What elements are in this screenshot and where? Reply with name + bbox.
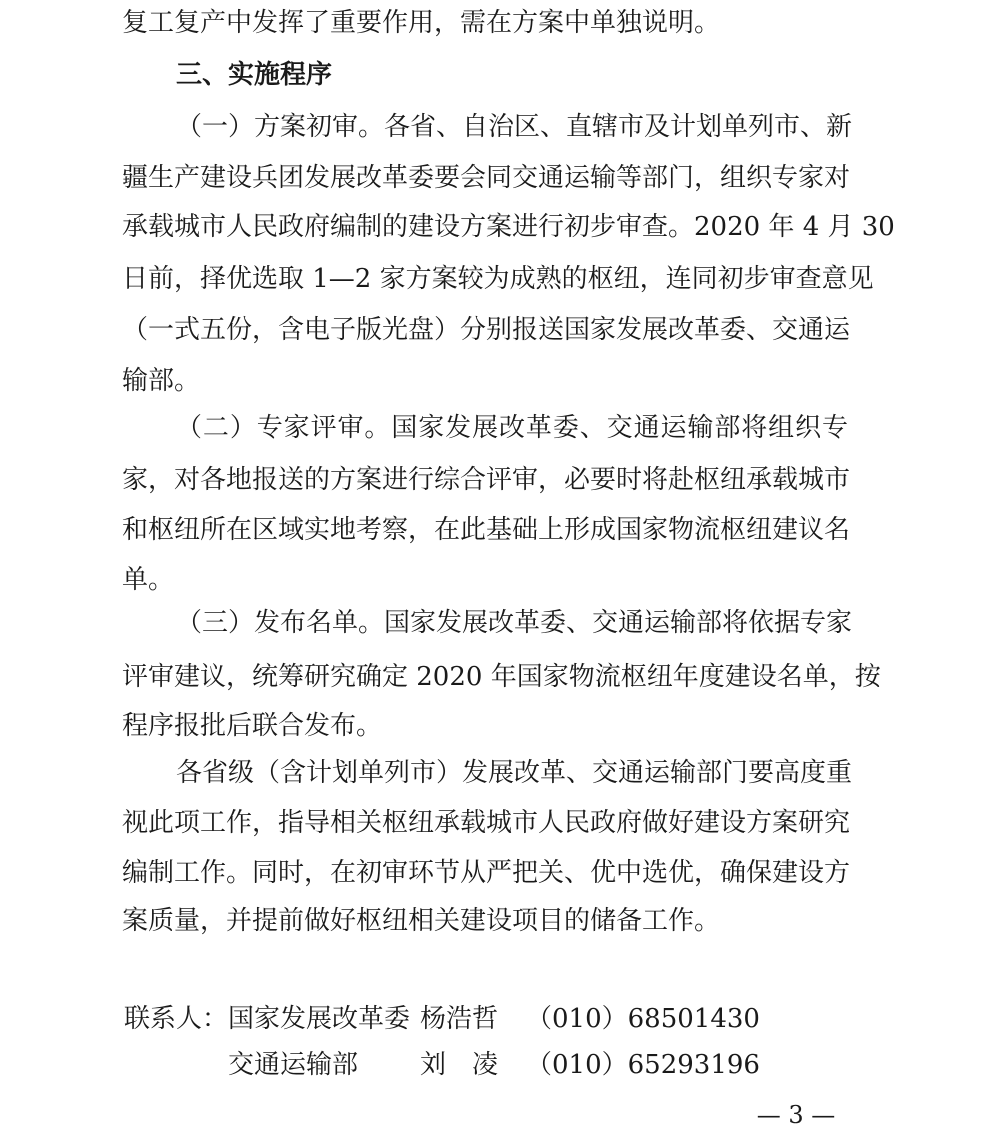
- step1-line: 疆生产建设兵团发展改革委要会同交通运输等部门，组织专家对: [122, 163, 851, 193]
- step3-line: 评审建议，统筹研究确定 2020 年国家物流枢纽年度建设名单，按: [122, 662, 881, 692]
- step2-line: 和枢纽所在区域实地考察，在此基础上形成国家物流枢纽建议名: [122, 515, 851, 545]
- contact-row: [0, 1002, 1000, 1036]
- step1-line: 承载城市人民政府编制的建设方案进行初步审查。2020 年 4 月 30: [122, 212, 895, 242]
- step1-line: 日前，择优选取 1—2 家方案较为成熟的枢纽，连同初步审查意见: [122, 264, 874, 294]
- step2-line: 家，对各地报送的方案进行综合评审，必要时将赴枢纽承载城市: [122, 465, 851, 495]
- closing-line: 案质量，并提前做好枢纽相关建设项目的储备工作。: [122, 906, 721, 936]
- contact-phone: （010）65293196: [526, 1050, 760, 1080]
- step1-line: 输部。: [122, 366, 201, 396]
- step3-line: 程序报批后联合发布。: [122, 711, 383, 741]
- step2-line: （二）专家评审。国家发展改革委、交通运输部将组织专: [176, 413, 848, 443]
- closing-line: 视此项工作，指导相关枢纽承载城市人民政府做好建设方案研究: [122, 808, 851, 838]
- closing-line: 各省级（含计划单列市）发展改革、交通运输部门要高度重: [176, 758, 853, 788]
- step1-line: （一式五份，含电子版光盘）分别报送国家发展改革委、交通运: [122, 315, 851, 345]
- step3-line: （三）发布名单。国家发展改革委、交通运输部将依据专家: [176, 608, 853, 638]
- closing-line: 编制工作。同时，在初审环节从严把关、优中选优，确保建设方: [122, 858, 851, 888]
- contact-name: 刘 凌: [420, 1050, 499, 1080]
- contact-name: 杨浩哲: [420, 1004, 499, 1034]
- step1-line: （一）方案初审。各省、自治区、直辖市及计划单列市、新: [176, 112, 853, 142]
- step2-line: 单。: [122, 565, 175, 595]
- contact-org: 交通运输部: [228, 1050, 359, 1080]
- body-line: 复工复产中发挥了重要作用，需在方案中单独说明。: [122, 8, 721, 38]
- contact-label: 联系人：: [124, 1004, 229, 1034]
- section-heading: 三、实施程序: [176, 60, 333, 90]
- contact-row: [0, 1048, 1000, 1082]
- page-number: — 3 —: [756, 1101, 836, 1129]
- contact-phone: （010）68501430: [526, 1004, 760, 1034]
- contact-org: 国家发展改革委: [228, 1004, 411, 1034]
